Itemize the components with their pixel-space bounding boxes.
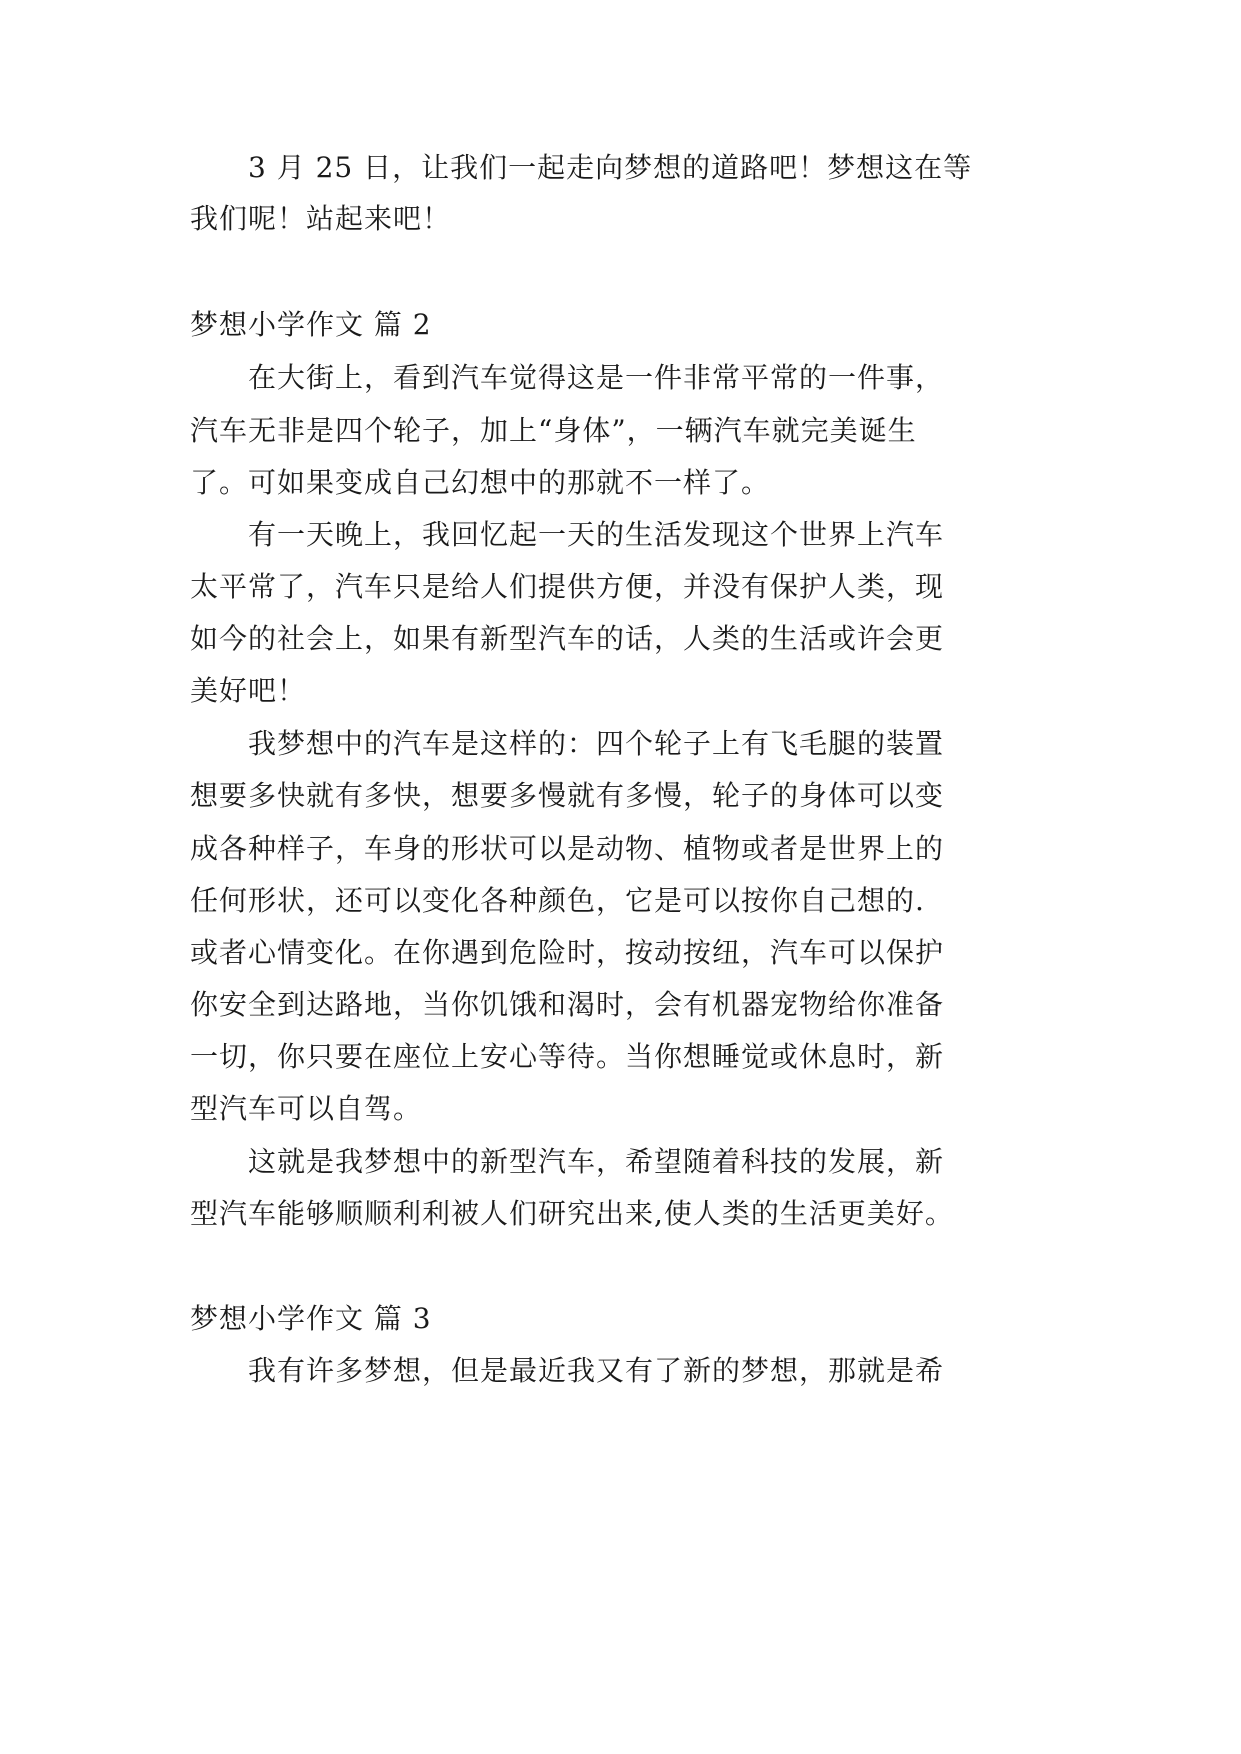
section-2-line: 我梦想中的汽车是这样的：四个轮子上有飞毛腿的装置 bbox=[190, 727, 945, 760]
section-2-line: 型汽车能够顺顺利利被人们研究出来,使人类的生活更美好。 bbox=[190, 1197, 954, 1230]
section-2-line: 想要多快就有多快，想要多慢就有多慢，轮子的身体可以变 bbox=[190, 779, 945, 812]
section-2-line: 型汽车可以自驾。 bbox=[190, 1092, 423, 1125]
section-2-line: 有一天晚上，我回忆起一天的生活发现这个世界上汽车 bbox=[190, 518, 945, 551]
section-2-line: 美好吧！ bbox=[190, 674, 307, 707]
intro-line-2: 我们呢！站起来吧！ bbox=[190, 202, 452, 235]
section-2-line: 任何形状，还可以变化各种颜色，它是可以按你自己想的. bbox=[190, 884, 925, 917]
section-3-heading: 梦想小学作文 篇 3 bbox=[190, 1302, 432, 1335]
section-2-line: 这就是我梦想中的新型汽车，希望随着科技的发展，新 bbox=[190, 1145, 945, 1178]
section-2-line: 或者心情变化。在你遇到危险时，按动按纽，汽车可以保护 bbox=[190, 936, 945, 969]
section-3-line: 我有许多梦想，但是最近我又有了新的梦想，那就是希 bbox=[190, 1354, 945, 1387]
section-2-line: 在大街上，看到汽车觉得这是一件非常平常的一件事， bbox=[190, 361, 945, 394]
section-2-line: 你安全到达路地，当你饥饿和渴时，会有机器宠物给你准备 bbox=[190, 988, 945, 1021]
section-2-line: 一切，你只要在座位上安心等待。当你想睡觉或休息时，新 bbox=[190, 1040, 945, 1073]
section-2-line: 了。可如果变成自己幻想中的那就不一样了。 bbox=[190, 466, 771, 499]
section-2-line: 成各种样子，车身的形状可以是动物、植物或者是世界上的 bbox=[190, 832, 945, 865]
section-2-heading: 梦想小学作文 篇 2 bbox=[190, 308, 432, 341]
intro-line-1: 3 月 25 日，让我们一起走向梦想的道路吧！梦想这在等 bbox=[190, 151, 973, 184]
section-2-line: 太平常了，汽车只是给人们提供方便，并没有保护人类，现 bbox=[190, 570, 945, 603]
section-2-line: 汽车无非是四个轮子，加上“身体”，一辆汽车就完美诞生 bbox=[190, 414, 917, 447]
section-2-line: 如今的社会上，如果有新型汽车的话，人类的生活或许会更 bbox=[190, 622, 945, 655]
